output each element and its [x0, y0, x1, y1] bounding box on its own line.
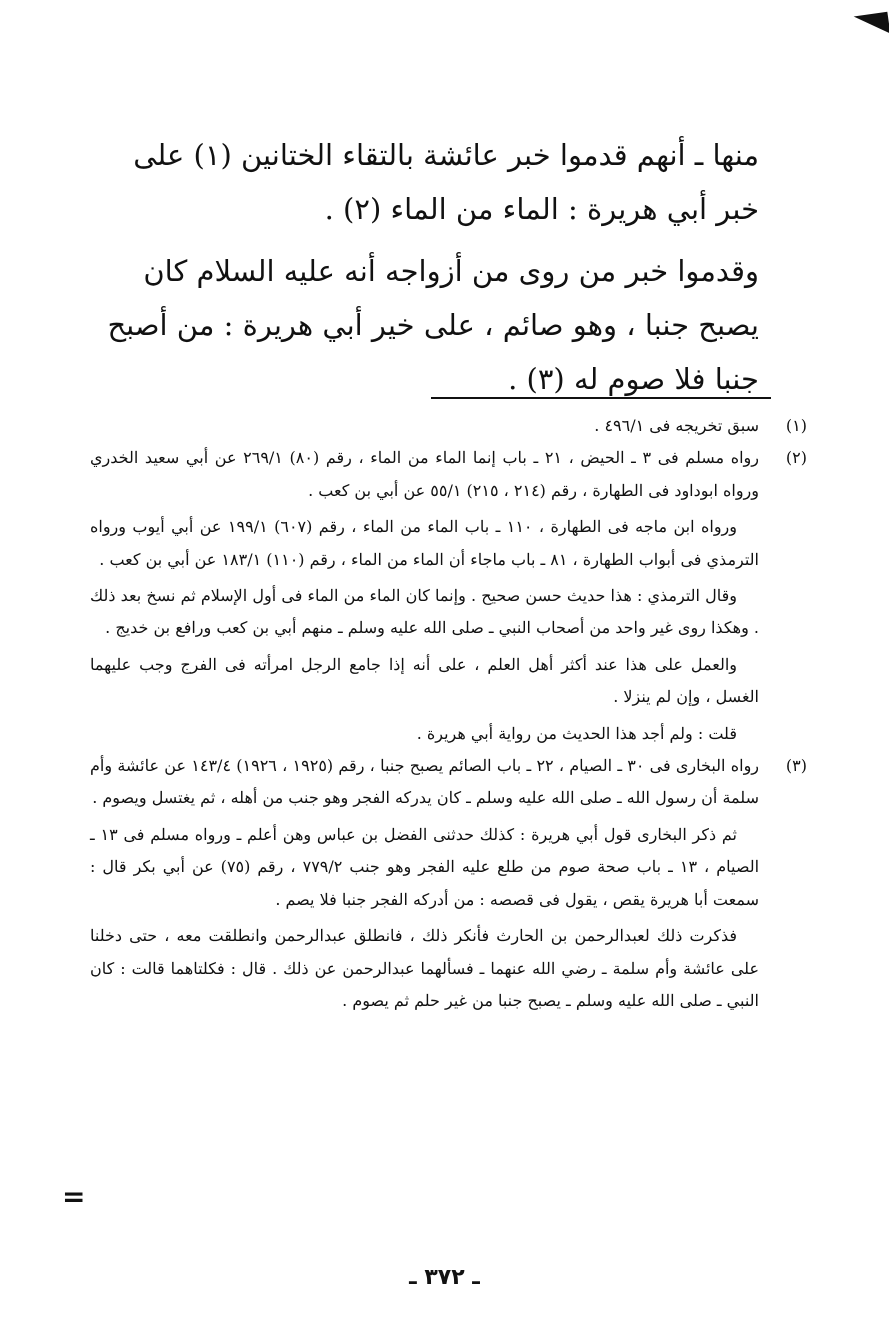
footnote-body — [90, 410, 759, 442]
footnote-paragraph: رواه مسلم فى ٣ ـ الحيض ، ٢١ ـ باب إنما الماء من الماء ، رقم (٨٠) ٢٦٩/١ عن أبي سعيد الخدري ورواه ابوداود فى الطهارة ، رقم (٢١٤ ، ٢١٥) ٥٥/١ عن أبي بن كعب . — [90, 448, 760, 500]
corner-triangle-mark — [854, 12, 889, 39]
footnote-paragraph: وقال الترمذي : هذا حديث حسن صحيح . وإنما كان الماء من الماء فى أول الإسلام ثم نسخ بعد ذلك . وهكذا روى غير واحد من أصحاب النبي ـ صلى الله عليه وسلم ـ منهم أبي بن كعب ورافع بن خديج . — [90, 586, 759, 638]
footnote-number: (٢) — [785, 448, 807, 468]
footnote-2 — [90, 442, 807, 750]
footnote-paragraph: قلت : ولم أجد هذا الحديث من رواية أبي هريرة . — [416, 723, 737, 743]
footnote-body — [90, 442, 759, 750]
main-paragraph-1: منها ـ أنهم قدموا خبر عائشة بالتقاء الختانين (١) على خبر أبي هريرة : الماء من الماء (٢) . — [133, 138, 759, 226]
footnote-paragraph: فذكرت ذلك لعبدالرحمن بن الحارث فأنكر ذلك ، فانطلق عبدالرحمن وانطلقت معه ، حتى دخلنا على عائشة وأم سلمة ـ رضي الله عنهما ـ فسألهما عبدالرحمن عن ذلك . قال : فكلتاهما قالت : كان النبي ـ صلى الله عليه وسلم ـ يصبح جنبا من غير حلم ثم يصوم . — [90, 926, 760, 1010]
margin-mark: = — [62, 1180, 86, 1213]
footnote-paragraph: سبق تخريجه فى ٤٩٦/١ . — [594, 416, 759, 435]
footnote-1 — [90, 410, 807, 442]
footnotes — [90, 410, 807, 1017]
footnote-number: (١) — [785, 416, 807, 435]
page-number: ـ ٣٧٢ ـ — [409, 1265, 480, 1290]
footnote-divider — [431, 397, 771, 399]
footnote-paragraph: ورواه ابن ماجه فى الطهارة ، ١١٠ ـ باب الماء من الماء ، رقم (٦٠٧) ١٩٩/١ عن أبي أيوب ورواه الترمذي فى أبواب الطهارة ، ٨١ ـ باب ماجاء أن الماء من الماء ، رقم (١١٠) ١٨٣/١ عن أبي بن كعب . — [90, 517, 759, 569]
footnote-3 — [90, 750, 807, 1017]
footnote-body — [90, 750, 759, 1017]
main-paragraph-2: وقدموا خبر من روى من أزواجه أنه عليه السلام كان يصبح جنبا ، وهو صائم ، على خير أبي هريرة : من أصبح جنبا فلا صوم له (٣) . — [107, 254, 759, 396]
footnote-paragraph: والعمل على هذا عند أكثر أهل العلم ، على أنه إذا جامع الرجل امرأته فى الفرج وجب عليهما الغسل ، وإن لم ينزلا . — [90, 654, 759, 707]
footnote-paragraph: رواه البخارى فى ٣٠ ـ الصيام ، ٢٢ ـ باب الصائم يصبح جنبا ، رقم (١٩٢٥ ، ١٩٢٦) ١٤٣/٤ عن عائشة وأم سلمة أن رسول الله ـ صلى الله عليه وسلم ـ كان يدركه الفجر وهو جنب من أهله ، ثم يغتسل ويصوم . — [90, 756, 760, 808]
main-text — [88, 128, 759, 414]
footnote-paragraph: ثم ذكر البخارى قول أبي هريرة : كذلك حدثنى الفضل بن عباس وهن أعلم ـ ورواه مسلم فى ١٣ ـ الصيام ، ١٣ ـ باب صحة صوم من طلع عليه الفجر وهو جنب ٧٧٩/٢ ، رقم (٧٥) عن أبي بكر قال : سمعت أبا هريرة يقص ، يقول فى قصصه : من أدركه الفجر جنبا فلا يصم . — [90, 824, 760, 909]
footnote-number: (٣) — [785, 756, 807, 776]
